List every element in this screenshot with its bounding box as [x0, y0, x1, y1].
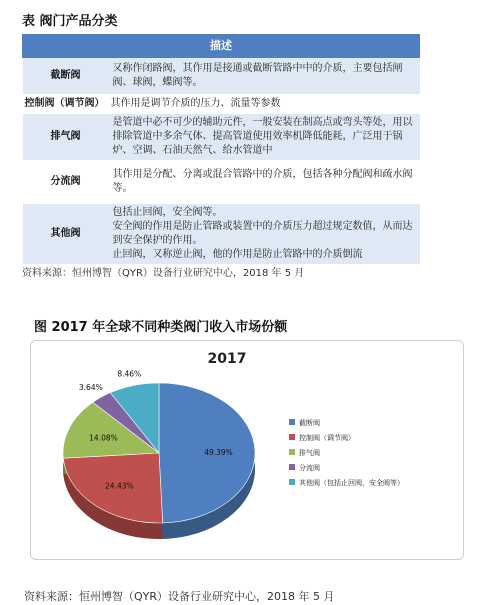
chart-frame — [30, 340, 464, 560]
legend-swatch — [289, 464, 295, 470]
legend-label: 分流阀 — [299, 464, 320, 472]
valve-description: 其作用是调节介质的压力、流量等参数 — [110, 97, 281, 109]
chart-title: 图 2017 年全球不同种类阀门收入市场份额 — [34, 320, 288, 335]
table-row — [23, 58, 420, 94]
pie-slice-label: 49.39% — [204, 448, 233, 458]
chart-legend — [289, 418, 404, 488]
valve-name: 控制阀（调节阀） — [24, 97, 105, 109]
valve-description: 止回阀，又称逆止阀，他的作用是防止管路中的介质倒流 — [112, 248, 363, 260]
legend-label: 其他阀（包括止回阀，安全阀等） — [299, 479, 404, 487]
valve-name: 截断阀 — [23, 58, 109, 94]
legend-label: 控制阀（调节阀） — [299, 434, 355, 442]
valve-description: 又称作闭路阀，其作用是接通或截断管路中中的介质，主要包括闸阀、球阀，蝶阀等。 — [109, 58, 420, 94]
table-row — [23, 114, 420, 160]
table-row — [23, 204, 420, 264]
pie-slice-label: 14.08% — [89, 433, 118, 443]
pie-slice-label: 8.46% — [117, 369, 142, 379]
legend-label: 排气阀 — [299, 449, 320, 457]
table-row — [23, 94, 420, 114]
valve-description: 是管道中必不可少的辅助元件，一般安装在制高点或弯头等处，用以排除管道中多余气体、提高管道使用效率机降低能耗，广泛用于锅炉、空调、石油天然气、给水管道中 — [109, 114, 420, 160]
chart-source-note: 资料来源：恒州博智（QYR）设备行业研究中心，2018 年 5 月 — [24, 590, 335, 603]
legend-swatch — [289, 449, 295, 455]
valve-name: 分流阀 — [23, 160, 109, 204]
valve-description: 包括止回阀，安全阀等。 — [112, 206, 223, 218]
valve-category-table — [22, 34, 420, 264]
table-row — [23, 160, 420, 204]
pie-chart — [31, 341, 463, 559]
table-source-note: 资料来源：恒州博智（QYR）设备行业研究中心，2018 年 5 月 — [22, 268, 305, 279]
pie-slice-label: 3.64% — [78, 383, 103, 393]
table-title: 表 阀门产品分类 — [22, 14, 118, 29]
valve-name: 其他阀 — [23, 204, 109, 264]
table-header: 描述 — [23, 35, 420, 58]
valve-description: 其作用是分配、分离或混合管路中的介质，包括各种分配阀和疏水阀等。 — [109, 160, 420, 204]
legend-label: 截断阀 — [299, 419, 320, 427]
legend-swatch — [289, 434, 295, 440]
legend-swatch — [289, 479, 295, 485]
valve-name: 排气阀 — [23, 114, 109, 160]
legend-swatch — [289, 419, 295, 425]
chart-year-title: 2017 — [207, 351, 247, 367]
valve-description: 安全阀的作用是防止管路或装置中的介质压力超过规定数值，从而达到安全保护的作用。 — [112, 220, 413, 246]
pie-slice-label: 24.43% — [105, 481, 134, 491]
